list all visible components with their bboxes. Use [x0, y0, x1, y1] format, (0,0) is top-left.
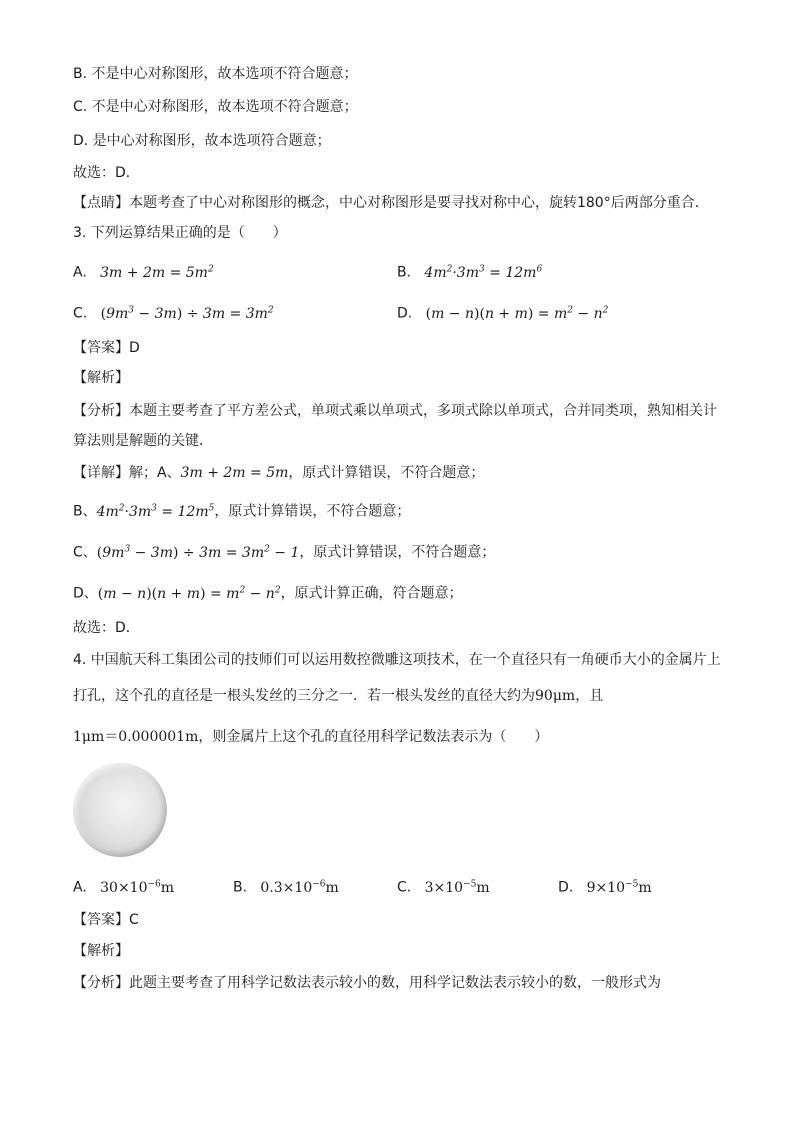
prev-option-c: C. 不是中心对称图形，故本选项不符合题意；: [73, 99, 358, 115]
q3-analysis-line2: 算法则是解题的关键．: [73, 433, 213, 449]
q3-detail-a-formula: 3m + 2m = 5m: [180, 465, 289, 481]
q4-option-d-value: $9\times 10^{-5}m$: [586, 879, 652, 896]
q3-option-c: C. $(9m^3 - 3m) \div 3m = 3m^2$: [73, 305, 274, 322]
q3-option-a-formula: $3m + 2m = 5m^2$: [100, 264, 214, 281]
q4-stem-line3: 1μm＝0.000001m，则金属片上这个孔的直径用科学记数法表示为（ ）: [73, 729, 549, 745]
q3-detail-d-formula: $(m - n)(n + m) = m^2 - n^2$: [97, 585, 281, 602]
metal-disc-image: [73, 763, 167, 857]
q4-option-b-value: $0.3\times 10^{-6}m$: [260, 879, 339, 896]
q4-hair-diameter: 90μm: [535, 688, 576, 704]
prev-option-b: B. 不是中心对称图形，故本选项不符合题意；: [73, 66, 358, 82]
prev-choice: 故选：D．: [73, 165, 140, 181]
prev-option-d: D. 是中心对称图形，故本选项符合题意；: [73, 133, 331, 149]
q3-option-b-formula: $4m^2\cdot 3m^3 = 12m^6$: [424, 264, 543, 281]
q4-option-b: B. $0.3\times 10^{-6}m$: [233, 879, 339, 896]
q3-choice: 故选：D．: [73, 620, 140, 636]
q3-option-a: A. $3m + 2m = 5m^2$: [73, 264, 214, 281]
q4-stem-line1: 4. 中国航天科工集团公司的技师们可以运用数控微雕这项技术，在一个直径只有一角硬币大小的金属片上: [73, 652, 721, 668]
q3-option-d: D. $(m - n)(n + m) = m^2 - n^2$: [397, 305, 609, 322]
q4-option-a: A. $30\times 10^{-6}m$: [73, 879, 175, 896]
q3-detail-b: B、$4m^2\cdot 3m^3 = 12m^5$，原式计算错误，不符合题意；: [73, 503, 411, 520]
q4-analysis: 【分析】此题主要考查了用科学记数法表示较小的数，用科学记数法表示较小的数，一般形式为: [73, 975, 661, 991]
q3-detail-c-formula: $(9m^3 - 3m) \div 3m = 3m^2 - 1$: [96, 544, 300, 561]
q3-detail-c: C、$(9m^3 - 3m) \div 3m = 3m^2 - 1$，原式计算错误，不符合题意；: [73, 544, 496, 561]
q3-option-c-formula: $(9m^3 - 3m) \div 3m = 3m^2$: [100, 305, 274, 322]
q3-jiexi: 【解析】: [73, 370, 129, 386]
q4-option-c: C. $3\times 10^{-5}m$: [397, 879, 490, 896]
prev-comment: 【点睛】本题考查了中心对称图形的概念，中心对称图形是要寻找对称中心，旋转180°后两部分重合．: [73, 195, 709, 211]
q3-stem: 3. 下列运算结果正确的是（ ）: [73, 225, 287, 241]
q4-option-c-value: $3\times 10^{-5}m$: [424, 879, 490, 896]
q4-stem-line2: 打孔，这个孔的直径是一根头发丝的三分之一．若一根头发丝的直径大约为90μm，且: [73, 688, 604, 704]
q3-detail-b-formula: $4m^2\cdot 3m^3 = 12m^5$: [96, 503, 215, 520]
q4-unit-conversion: 1μm＝0.000001m: [73, 729, 199, 745]
q3-analysis-line1: 【分析】本题主要考查了平方差公式，单项式乘以单项式，多项式除以单项式，合并同类项，熟知相关计: [73, 403, 717, 419]
q3-option-b: B. $4m^2\cdot 3m^3 = 12m^6$: [397, 264, 543, 281]
q4-answer: 【答案】C: [73, 912, 139, 928]
q4-option-d: D. $9\times 10^{-5}m$: [558, 879, 652, 896]
q4-jiexi: 【解析】: [73, 943, 129, 959]
q3-detail-d: D、$(m - n)(n + m) = m^2 - n^2$，原式计算正确，符合题意；: [73, 585, 463, 602]
q3-detail-a: 【详解】解；A、3m + 2m = 5m，原式计算错误，不符合题意；: [73, 465, 485, 481]
q3-answer: 【答案】D: [73, 340, 140, 356]
q4-option-a-value: $30\times 10^{-6}m$: [100, 879, 175, 896]
q3-option-d-formula: $(m - n)(n + m) = m^2 - n^2$: [425, 305, 609, 322]
